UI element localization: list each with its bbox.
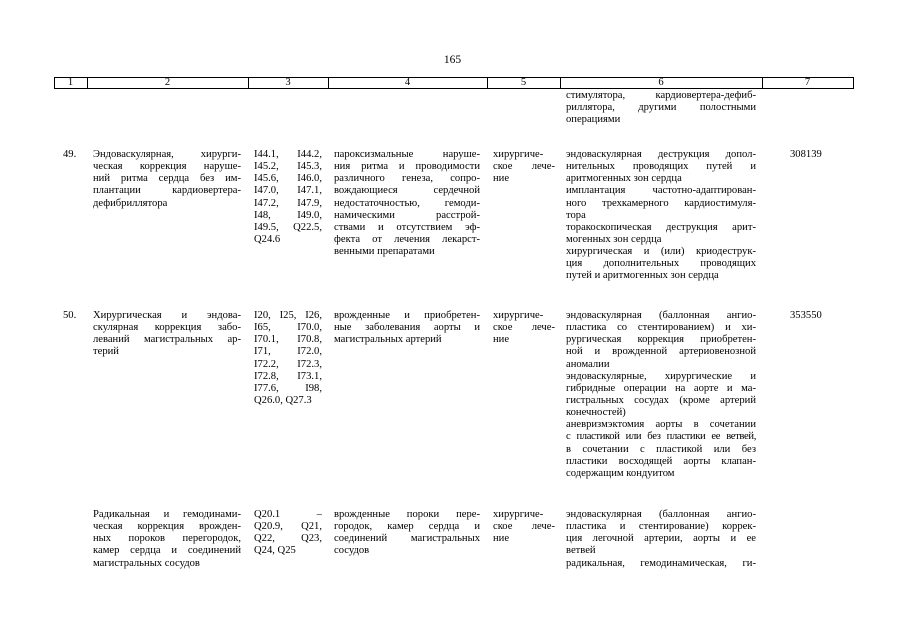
column-header-2: 2: [164, 77, 171, 88]
continuation-methods: стимулятора, кардиовертера-дефиб- риллятора, другими полостными операциями: [566, 90, 756, 126]
row-50-treatment-type: хирургиче- ское лече- ние: [493, 310, 555, 346]
row-49-methods: эндоваскулярная деструкция допол- нительных проводящих путей и аритмогенных зон сердца имплантация частотно-адаптирован- ного трехкамерного кардиостимуля- тора торакоскопическая деструкция арит- могенных зон сердца хирургическая и (или) криодеструк- ция дополнительных проводящих путей и аритмогенных зон сердца: [566, 149, 756, 282]
row-50-patient-model: врожденные и приобретен- ные заболевания аорты и магистральных артерий: [334, 310, 480, 346]
row-49-number: 49.: [63, 149, 77, 160]
row-49-cost: 308139: [790, 149, 822, 160]
row-50-number: 50.: [63, 310, 77, 321]
column-header-1: 1: [67, 77, 74, 88]
row-51-codes: Q20.1 – Q20.9, Q21, Q22, Q23, Q24, Q25: [254, 509, 322, 557]
row-49-name: Эндоваскулярная, хирурги- ческая коррекция наруше- ний ритма сердца без им- плантации кардиовертера- дефибриллятора: [93, 149, 241, 209]
row-50-codes: I20, I25, I26, I65, I70.0, I70.1, I70.8, I71, I72.0, I72.2, I72.3, I72.8, I73.1, I77.6, I98, Q26.0, Q27.3: [254, 310, 322, 406]
header-divider: [853, 77, 854, 88]
row-49-codes: I44.1, I44.2, I45.2, I45.3, I45.6, I46.0, I47.0, I47.1, I47.2, I47.9, I48, I49.0, I49.5, Q22.5, Q24.6: [254, 149, 322, 245]
row-51-name: Радикальная и гемодинами- ческая коррекция врожден- ных пороков перегородок, камер сердца и соединений магистральных сосудов: [93, 509, 241, 569]
column-header-4: 4: [404, 77, 411, 88]
row-50-cost: 353550: [790, 310, 822, 321]
row-50-methods: эндоваскулярная (баллонная ангио- пластика со стентированием) и хи- рургическая коррекция приобретен- ной и врожденной артериовенозной аномалии эндоваскулярные, хирургические и гибридные операции на аорте и ма- гистральных сосудах (кроме артерий конечностей) аневризмэктомия аорты в сочетании с пластикой или без пластики ее ветвей, в сочетании с пластикой или без пластики восходящей аорты клапан- содержащим кондуитом: [566, 310, 756, 479]
row-50-name: Хирургическая и эндова- скулярная коррекция забо- леваний магистральных ар- терий: [93, 310, 241, 358]
row-49-patient-model: пароксизмальные наруше- ния ритма и проводимости различного генеза, сопро- вождающиеся сердечной недостаточностью, гемоди- намическими расстрой- ствами и отсутствием эф- фекта от лечения лекарст- венными препаратами: [334, 149, 480, 258]
column-header-5: 5: [520, 77, 527, 88]
column-header-3: 3: [285, 77, 291, 88]
column-header-6: 6: [658, 77, 664, 88]
row-51-methods: эндоваскулярная (баллонная ангио- пластика и стентирование) коррек- ция легочной артерии, аорты и ее ветвей радикальная, гемодинамическая, ги-: [566, 509, 756, 569]
row-51-patient-model: врожденные пороки пере- городок, камер сердца и соединений магистральных сосудов: [334, 509, 480, 557]
page-number: 165: [443, 54, 462, 66]
row-49-treatment-type: хирургиче- ское лече- ние: [493, 149, 555, 185]
column-header-7: 7: [804, 77, 811, 88]
row-51-treatment-type: хирургиче- ское лече- ние: [493, 509, 555, 545]
